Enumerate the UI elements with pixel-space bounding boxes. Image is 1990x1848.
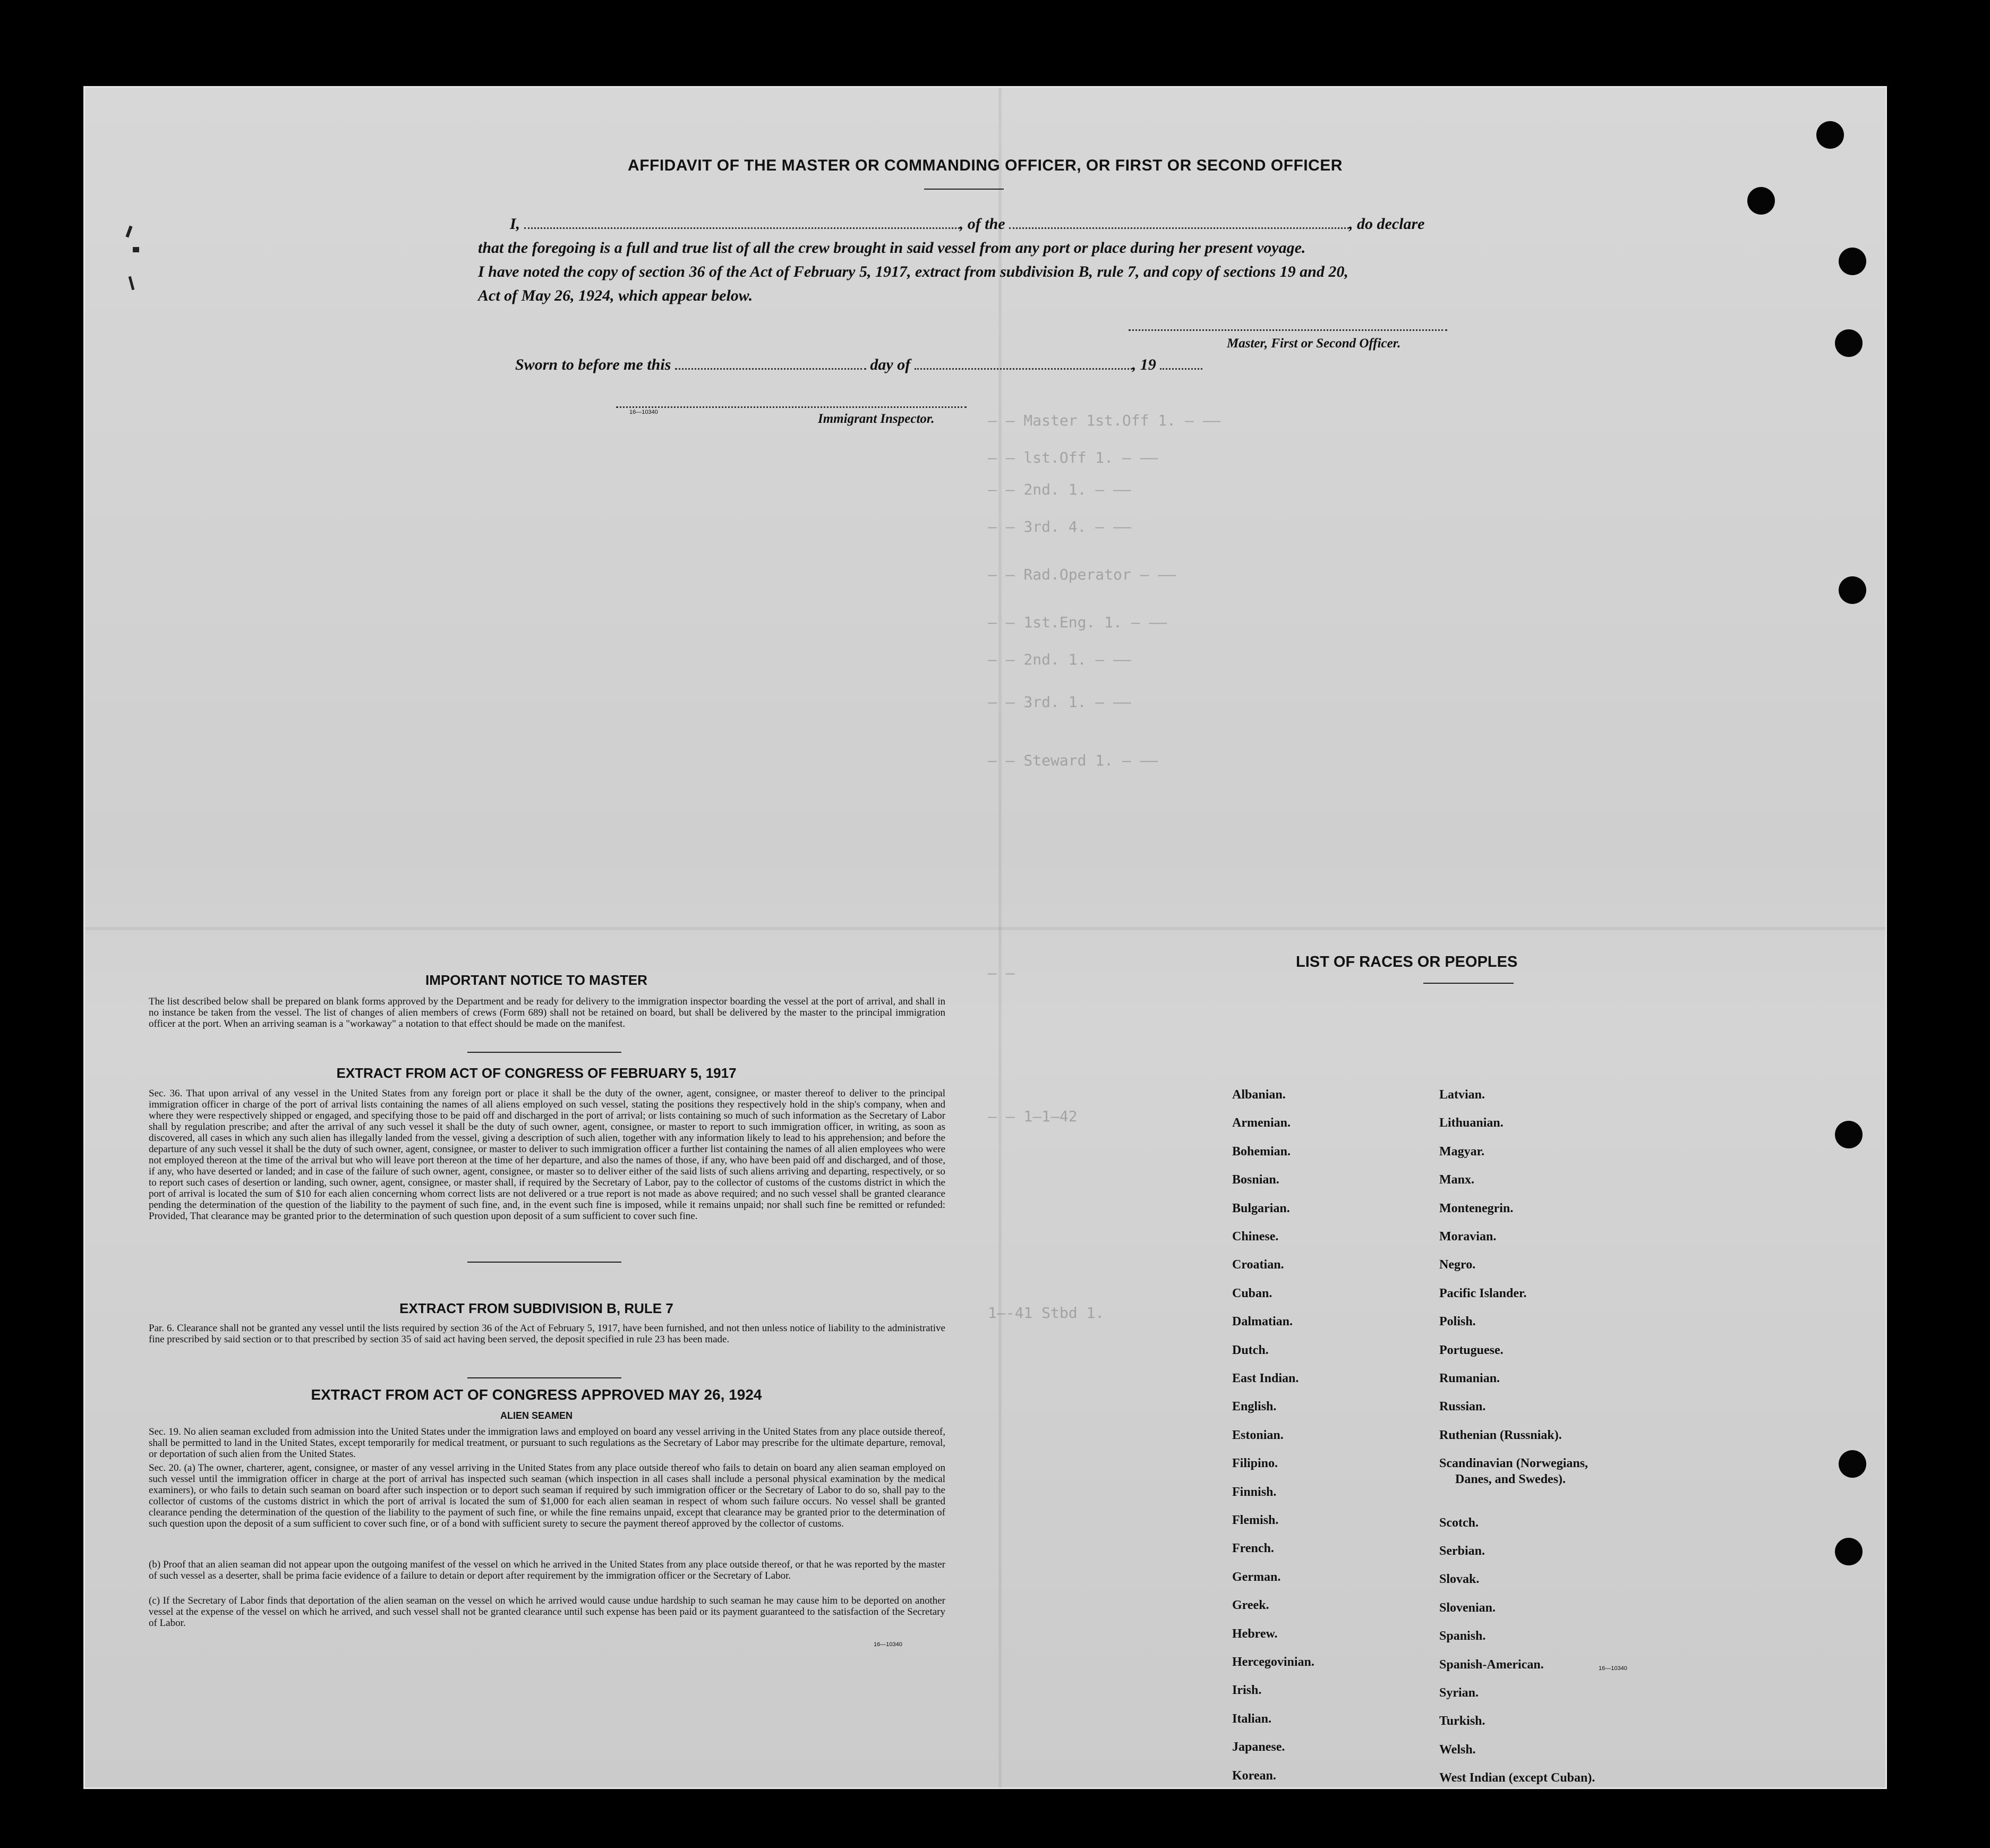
race-item: Ruthenian (Russniak). [1439, 1428, 1562, 1442]
race-item: Scotch. [1439, 1515, 1479, 1530]
race-item: Lithuanian. [1439, 1116, 1504, 1130]
race-item: German. [1232, 1570, 1281, 1584]
extract-1924-section-19: Sec. 19. No alien seaman excluded from admission into the United States under the immigration laws and employed on board any vessel arriving in the United States from any place outside thereof, shall be permitted to land in the United States, except temporarily for medical treatment, or pursuant to such regulations as the Secretary of Labor may prescribe for the ultimate departure, removal, or deportation of such alien from the United States. [149, 1426, 945, 1460]
race-item: Magyar. [1439, 1144, 1485, 1159]
races-form-number: 16—10340 [1599, 1665, 1627, 1672]
sworn-year-label: , 19 [1132, 356, 1156, 373]
extract-1924-subtitle: ALIEN SEAMEN [500, 1410, 573, 1421]
punch-hole [1835, 1538, 1863, 1565]
race-item: Filipino. [1232, 1457, 1278, 1471]
race-item: Croatian. [1232, 1258, 1284, 1272]
margin-mark [125, 226, 132, 238]
sworn-prefix: Sworn to before me this [515, 356, 671, 373]
punch-hole [1747, 187, 1775, 215]
inspector-label: Immigrant Inspector. [818, 412, 935, 426]
affidavit-line-3: I have noted the copy of section 36 of the Act of February 5, 1917, extract from subdivision B, rule 7, and copy of sections 19 and 20, [478, 263, 1348, 280]
master-label: Master, First or Second Officer. [1227, 336, 1401, 351]
punch-hole [1835, 329, 1863, 357]
punch-hole [1839, 1450, 1866, 1478]
name-blank[interactable] [524, 227, 960, 229]
race-item: Albanian. [1232, 1088, 1286, 1102]
vertical-fold-line [998, 88, 1002, 1787]
rule7-text: Par. 6. Clearance shall not be granted any vessel until the lists required by section 36 of the Act of February 5, 1917, have been furnished, and not then unless notice of liability to the administrative fine prescribed by said section or to that prescribed by section 35 of said act having been served, the deposit specified in rule 23 has been made. [149, 1323, 945, 1345]
master-signature-line[interactable] [1129, 329, 1447, 331]
inspector-signature-line[interactable] [616, 406, 967, 408]
race-item: East Indian. [1232, 1372, 1299, 1385]
race-item: Korean. [1232, 1768, 1276, 1783]
race-item: Bohemian. [1232, 1144, 1291, 1159]
sworn-year-blank[interactable] [1160, 368, 1202, 370]
document-page: — — Master 1st.Off 1. — —— — — lst.Off 1. — —— — — 2nd. 1. — —— — — 3rd. 4. — —— — — Rad.Operator — —— — — 1st.Eng. 1. — —— — — 2nd. 1. — —— — — 3rd. 1. — —— — — Steward 1. — —— — — — — 1—1—42 1—-41 Stbd 1. AFFIDAVIT OF THE MASTER OR COMMANDING OFFICER, OR FIRST OR SECOND OFFICER I, , of the , do declare that the foregoing is a full and true list of all the crew brought in said vessel from any port or place during her present voyage. I have noted the copy of section 36 of the Act of February 5, 1917, extract from subdivision B, rule 7, and copy of sections 19 and 20, Act of May 26, 1924, which appear below. Master, First or Second Officer. Sworn to before me this day of , 19 16—10340 Immigrant Inspector. IMPORTANT NOTICE TO MASTER The list described below shall be prepared on blank forms approved by the Department and be ready for delivery to the immigration inspector boarding the vessel at the port of arrival, and shall in no instance be taken from the vessel. The list of changes of alien members of crews (Form 689) shall not be retained on board, but shall be delivered by the master to the principal immigration officer at the port. When an arriving seaman is a "workaway" a notation to that effect should be made on the manifest. EXTRACT FROM ACT OF CONGRESS OF FEBRUARY 5, 1917 Sec. 36. That upon arrival of any vessel in the United States from any foreign port or place it shall be the duty of the owner, agent, consignee, or master thereof to deliver to the principal immigration officer in charge of the port of arrival lists containing the names of all aliens employed on such vessel, stating the positions they respectively hold in the ship's company, when and where they were respectively shipped or engaged, and specifying those to be paid off and discharged in the port of arrival; or lists containing so much of such information as the Secretary of Labor shall by regulation prescribe; and after the arrival of any such vessel it shall be the duty of such owner, agent, consignee, or master to report to such immigration officer, in writing, as soon as discovered, all cases in which any such alien has illegally landed from the vessel, giving a description of such alien, together with any information likely to lead to his apprehension; and before the departure of any such vessel it shall be the duty of such owner, agent, consignee, or master to deliver to such immigration officer a further list containing the names of all alien employees who were not employed thereon at the time of the arrival but who will leave port thereon at the time of her departure, and also the names of those, if any, who have been paid off and discharged, and of those, if any, who have deserted or landed; and in case of the failure of such owner, agent, consignee, or master so to deliver either of the said lists of such aliens arriving and departing, respectively, or so to report such cases of desertion or landing, such owner, agent, consignee, or master shall, if required by the Secretary of Labor, pay to the collector of customs of the customs district in which the port of arrival is located the sum of $10 for each alien concerning whom correct lists are not delivered or a true report is not made as above required; and no such vessel shall be granted clearance pending the determination of the question of the liability to the payment of such fine, and, in the event such fine is imposed, while it remains unpaid; nor shall such fine be remitted or refunded: Provided, That clearance may be granted prior to the determination of such question upon deposit of a sum sufficient to cover such fine. EXTRACT FROM SUBDIVISION B, RULE 7 Par. 6. Clearance shall not be granted any vessel until the lists required by section 36 of the Act of February 5, 1917, have been furnished, and not then unless notice of liability to the administrative fine prescribed by said section or to that prescribed by section 35 of said act having been served, the deposit specified in rule 23 has been made. EXTRACT FROM ACT OF CONGRESS APPROVED MAY 26, 1924 ALIEN SEAMEN Sec. 19. No alien seaman excluded from admission into the United States under the immigration laws and employed on board any vessel arriving in the United States from any place outside thereof, shall be permitted to land in the United States, except temporarily for medical treatment, or pursuant to such regulations as the Secretary of Labor may prescribe for the ultimate departure, removal, or deportation of such alien from the United States. Sec. 20. (a) The owner, charterer, agent, consignee, or master of any vessel arriving in the United States from any place outside thereof who fails to detain on board any alien seaman employed on such vessel until the immigration officer in charge at the port of arrival has inspected such seaman (which inspection in all cases shall include a personal physical examination by the medical examiners), or who fails to detain such seaman on board after such inspection or to deport such seaman if required by such immigration officer or the Secretary of Labor to do so, shall pay to the collector of customs of the customs district in which the port of arrival is located the sum of $1,000 for each alien seaman in respect of whom such failure occurs. No vessel shall be granted clearance pending the determination of the question of the liability to the payment of such fine, or while the fine remains unpaid, except that clearance may be granted prior to the determination of such question upon the deposit of a sum sufficient to cover such fine, or of a bond with sufficient surety to secure the payment thereof approved by the collector of customs. (b) Proof that an alien seaman did not appear upon the outgoing manifest of the vessel on which he arrived in the United States from any place outside thereof, or that he was reported by the master of such vessel as a deserter, shall be prima facie evidence of a failure to detain or deport after requirement by the immigration officer or the Secretary of Labor. (c) If the Secretary of Labor finds that deportation of the alien seaman on the vessel on which he arrived would cause undue hardship to such seaman he may cause him to be deported on another vessel at the expense of the vessel on which he arrived, and such vessel shall not be granted clearance until such expense has been paid or its payment guaranteed to the satisfaction of the Secretary of Labor. 16—10340 LIST OF RACES OR PEOPLES Albanian. Armenian. Bohemian. Bosnian. Bulgarian. Chinese. Croatian. Cuban. Dalmatian. Dutch. East Indian. English. Estonian. Filipino. Finnish. Flemish. French. German. Greek. Hebrew. Hercegovinian. Irish. Italian. Japanese. Korean. Latvian. Lithuanian. Magyar. Manx. Montenegrin. Moravian. Negro. Pacific Islander. Polish. Portuguese. Rumanian. Russian. Ruthenian (Russniak). Scandinavian (Norwegians, Danes, and Swedes). Scotch. Serbian. Slovak. Slovenian. Spanish. Spanish-American. Syrian. Turkish. Welsh. West Indian (except Cuban). 16—10340 [85, 88, 1885, 1787]
punch-hole [1839, 576, 1866, 604]
race-item: Latvian. [1439, 1088, 1485, 1102]
race-item: Syrian. [1439, 1686, 1479, 1700]
extract-1917-title: EXTRACT FROM ACT OF CONGRESS OF FEBRUARY 5, 1917 [336, 1065, 737, 1081]
notice-title: IMPORTANT NOTICE TO MASTER [425, 972, 647, 988]
title-rule [924, 189, 1004, 190]
race-item: Welsh. [1439, 1742, 1476, 1757]
vessel-blank[interactable] [1009, 227, 1349, 229]
race-item: Montenegrin. [1439, 1201, 1514, 1215]
margin-mark [129, 276, 135, 290]
races-rule [1423, 983, 1514, 984]
horizontal-fold-line [85, 927, 1885, 930]
punch-hole [1816, 121, 1844, 149]
race-item: Greek. [1232, 1598, 1269, 1613]
extract-1917-text: Sec. 36. That upon arrival of any vessel in the United States from any foreign port or place it shall be the duty of the owner, agent, consignee, or master thereof to deliver to the principal immigration officer in charge of the port of arrival lists containing the names of all aliens employed on such vessel, stating the positions they respectively hold in the ship's company, when and where they were respectively shipped or engaged, and specifying those to be paid off and discharged in the port of arrival; or lists containing so much of such information as the Secretary of Labor shall by regulation prescribe; and after the arrival of any such vessel it shall be the duty of such owner, agent, consignee, or master to report to such immigration officer, in writing, as soon as discovered, all cases in which any such alien has illegally landed from the vessel, giving a description of such alien, together with any information likely to lead to his apprehension; and before the departure of any such vessel it shall be the duty of such owner, agent, consignee, or master to deliver to such immigration officer a further list containing the names of all alien employees who were not employed thereon at the time of the arrival but who will leave port thereon at the time of her departure, and also the names of those, if any, who have been paid off and discharged, and of those, if any, who have deserted or landed; and in case of the failure of such owner, agent, consignee, or master so to deliver either of the said lists of such aliens arriving and departing, respectively, or so to report such cases of desertion or landing, such owner, agent, consignee, or master shall, if required by the Secretary of Labor, pay to the collector of customs of the customs district in which the port of arrival is located the sum of $10 for each alien concerning whom correct lists are not delivered or a true report is not made as above required; and no such vessel shall be granted clearance pending the determination of the question of the liability to the payment of such fine, and, in the event such fine is imposed, while it remains unpaid; nor shall such fine be remitted or refunded: Provided, That clearance may be granted prior to the determination of such question upon deposit of a sum sufficient to cover such fine. [149, 1088, 945, 1222]
sworn-day-label: day of [870, 356, 911, 373]
race-item: Moravian. [1439, 1230, 1497, 1244]
rule7-rule [467, 1377, 621, 1378]
affidavit-line-4: Act of May 26, 1924, which appear below. [478, 287, 753, 304]
extract-1924-section-20a: Sec. 20. (a) The owner, charterer, agent, consignee, or master of any vessel arriving in the United States from any place outside thereof who fails to detain on board any alien seaman employed on such vessel until the immigration officer in charge at the port of arrival has inspected such seaman (which inspection in all cases shall include a personal physical examination by the medical examiners), or who fails to detain such seaman on board after such inspection or to deport such seaman if required by such immigration officer or the Secretary of Labor to do so, shall pay to the collector of customs of the customs district in which the port of arrival is located the sum of $1,000 for each alien seaman in respect of whom such failure occurs. No vessel shall be granted clearance pending the determination of the question of the liability to the payment of such fine, or while the fine remains unpaid, except that clearance may be granted prior to the determination of such question upon the deposit of a sum sufficient to cover such fine, or of a bond with sufficient surety to secure the payment thereof approved by the collector of customs. [149, 1462, 945, 1529]
race-item: Cuban. [1232, 1286, 1272, 1300]
race-item: Finnish. [1232, 1485, 1277, 1499]
race-item: English. [1232, 1400, 1277, 1414]
extract-1924-title: EXTRACT FROM ACT OF CONGRESS APPROVED MAY 26, 1924 [311, 1386, 762, 1403]
race-item: Dalmatian. [1232, 1315, 1293, 1329]
race-item: Japanese. [1232, 1740, 1285, 1755]
extract-1924-section-20b: (b) Proof that an alien seaman did not appear upon the outgoing manifest of the vessel on which he arrived in the United States from any place outside thereof, or that he was reported by the master of such vessel as a deserter, shall be prima facie evidence of a failure to detain or deport after requirement by the immigration officer or the Secretary of Labor. [149, 1559, 945, 1581]
race-item: Serbian. [1439, 1544, 1485, 1558]
race-item: Russian. [1439, 1400, 1486, 1414]
affidavit-title: AFFIDAVIT OF THE MASTER OR COMMANDING OFFICER, OR FIRST OR SECOND OFFICER [628, 157, 1343, 174]
race-item: Italian. [1232, 1711, 1272, 1726]
punch-hole [1839, 248, 1866, 275]
race-item: Rumanian. [1439, 1372, 1500, 1385]
sworn-month-blank[interactable] [915, 368, 1132, 370]
race-item: Danes, and Swedes). [1455, 1472, 1566, 1487]
race-item: Portuguese. [1439, 1343, 1504, 1357]
race-item: Negro. [1439, 1258, 1476, 1272]
race-item: Slovenian. [1439, 1600, 1496, 1615]
punch-hole [1835, 1121, 1863, 1148]
race-item: Spanish-American. [1439, 1657, 1544, 1672]
notice-text: The list described below shall be prepared on blank forms approved by the Department and be ready for delivery to the immigration inspector boarding the vessel at the port of arrival, and shall in no instance be taken from the vessel. The list of changes of alien members of crews (Form 689) shall not be retained on board, but shall be delivered by the master to the principal immigration officer at the port. When an arriving seaman is a "workaway" a notation to that effect should be made on the manifest. [149, 996, 945, 1029]
race-item: Flemish. [1232, 1513, 1279, 1527]
sworn-line [515, 353, 1202, 377]
margin-mark [133, 247, 139, 252]
race-item: Chinese. [1232, 1230, 1279, 1244]
race-item: Pacific Islander. [1439, 1286, 1527, 1300]
race-item: West Indian (except Cuban). [1439, 1771, 1595, 1785]
race-item: Manx. [1439, 1173, 1474, 1187]
race-item: Turkish. [1439, 1714, 1485, 1728]
race-item: Scandinavian (Norwegians, [1439, 1457, 1588, 1471]
race-item: Irish. [1232, 1683, 1262, 1698]
race-item: Bulgarian. [1232, 1201, 1290, 1215]
affidavit-form-number: 16—10340 [629, 409, 658, 415]
race-item: French. [1232, 1542, 1274, 1556]
race-item: Spanish. [1439, 1629, 1486, 1643]
race-item: Bosnian. [1232, 1173, 1279, 1187]
extract-1924-section-20c: (c) If the Secretary of Labor finds that deportation of the alien seaman on the vessel on which he arrived would cause undue hardship to such seaman he may cause him to be deported on another vessel at the expense of the vessel on which he arrived, and such vessel shall not be granted clearance until such expense has been paid or its payment guaranteed to the satisfaction of the Secretary of Labor. [149, 1595, 945, 1629]
affidavit-line-1 [510, 212, 1678, 236]
notice-rule [467, 1052, 621, 1053]
affidavit-line-2: that the foregoing is a full and true list of all the crew brought in said vessel from any port or place during her present voyage. [478, 239, 1306, 257]
race-item: Hercegovinian. [1232, 1655, 1314, 1669]
race-item: Hebrew. [1232, 1626, 1278, 1641]
affidavit-of-the: , of the [959, 215, 1005, 233]
race-item: Armenian. [1232, 1116, 1291, 1130]
sworn-day-blank[interactable] [675, 368, 866, 370]
extract-1917-rule [467, 1262, 621, 1263]
races-title: LIST OF RACES OR PEOPLES [1296, 953, 1518, 970]
race-item: Estonian. [1232, 1428, 1284, 1442]
race-item: Polish. [1439, 1315, 1476, 1329]
affidavit-i: I, [510, 215, 520, 233]
race-item: Dutch. [1232, 1343, 1269, 1357]
affidavit-declare: , do declare [1349, 215, 1425, 233]
rule7-title: EXTRACT FROM SUBDIVISION B, RULE 7 [399, 1300, 673, 1316]
extract-1924-form-number: 16—10340 [874, 1641, 902, 1648]
race-item: Slovak. [1439, 1572, 1480, 1587]
